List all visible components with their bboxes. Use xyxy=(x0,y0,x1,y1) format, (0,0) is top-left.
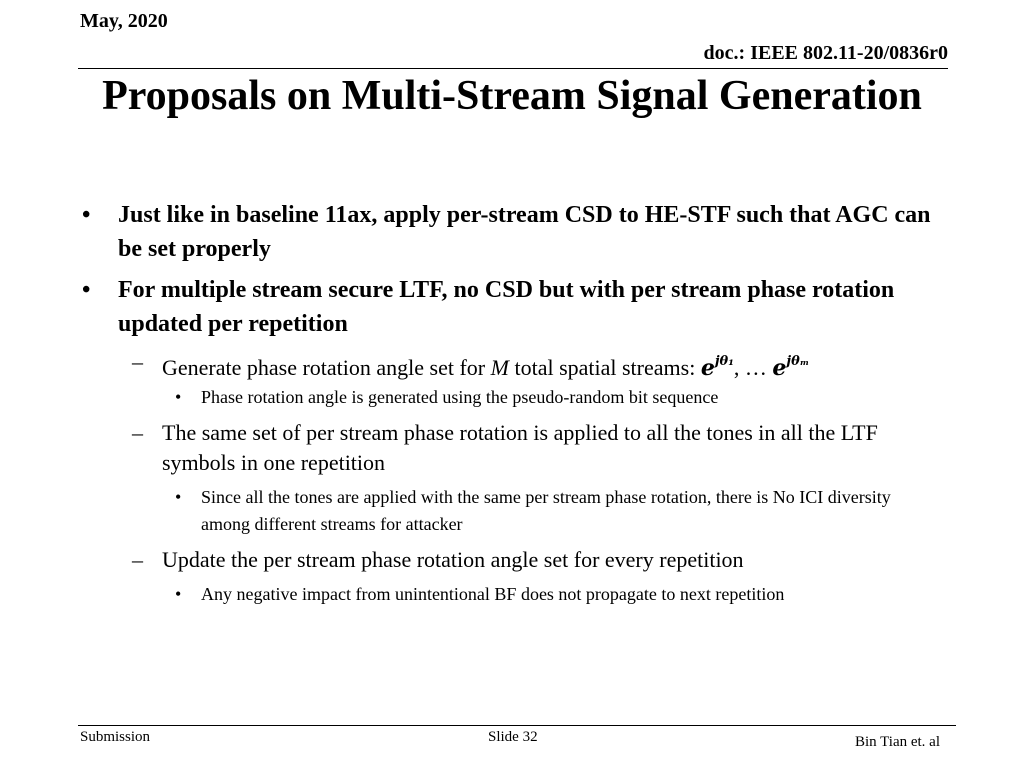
dash-marker: – xyxy=(132,547,143,572)
footer-divider xyxy=(78,725,956,726)
bullet-marker: • xyxy=(175,387,182,407)
bullet-2-1-prefix: Generate phase rotation angle set for xyxy=(162,355,491,380)
header-doc-id: doc.: IEEE 802.11-20/0836r0 xyxy=(703,42,948,64)
bullet-2-3-1-text: Any negative impact from unintentional BF does not propagate to next repetition xyxy=(201,584,785,604)
bullet-2-2-1-text: Since all the tones are applied with the same per stream phase rotation, there is No ICI diversity among different streams for attacker xyxy=(201,487,891,534)
footer-submission: Submission xyxy=(80,729,151,745)
slide-title: Proposals on Multi-Stream Signal Generation xyxy=(102,73,922,119)
math-separator: , … xyxy=(733,355,773,380)
bullet-2 xyxy=(82,273,938,341)
bullet-2-2-text: The same set of per stream phase rotation is applied to all the tones in all the LTF symbols in one repetition xyxy=(162,420,878,475)
bullet-2-3 xyxy=(132,545,932,575)
dash-marker: – xyxy=(132,349,143,374)
math-e-theta-m: $e^{j\theta_m}$ xyxy=(772,354,810,381)
dash-marker: – xyxy=(132,420,143,445)
bullet-2-3-1 xyxy=(175,581,931,608)
bullet-marker: • xyxy=(82,277,91,303)
footer-slide-number: Slide 32 xyxy=(488,729,538,745)
bullet-marker: • xyxy=(82,202,91,228)
header-date: May, 2020 xyxy=(80,10,168,32)
bullet-2-2-1 xyxy=(175,484,931,538)
footer-author: Bin Tian et. al xyxy=(854,734,940,750)
bullet-2-1-suffix: total spatial streams: xyxy=(508,355,701,380)
bullet-2-1-1-text: Phase rotation angle is generated using the pseudo-random bit sequence xyxy=(201,387,719,407)
bullet-2-3-text: Update the per stream phase rotation angle set for every repetition xyxy=(162,547,744,572)
bullet-2-1 xyxy=(132,347,932,383)
bullet-marker: • xyxy=(175,487,182,507)
bullet-1-text: Just like in baseline 11ax, apply per-stream CSD to HE-STF such that AGC can be set properly xyxy=(118,202,931,262)
math-e-theta-1: $e^{j\theta_1}$ xyxy=(700,354,734,381)
header-divider xyxy=(78,68,948,69)
bullet-2-text: For multiple stream secure LTF, no CSD but with per stream phase rotation updated per repetition xyxy=(118,277,895,337)
bullet-2-2 xyxy=(132,418,932,478)
variable-m: M xyxy=(490,355,509,380)
bullet-marker: • xyxy=(175,584,182,604)
bullet-1 xyxy=(82,198,938,266)
bullet-2-1-1 xyxy=(175,384,931,411)
